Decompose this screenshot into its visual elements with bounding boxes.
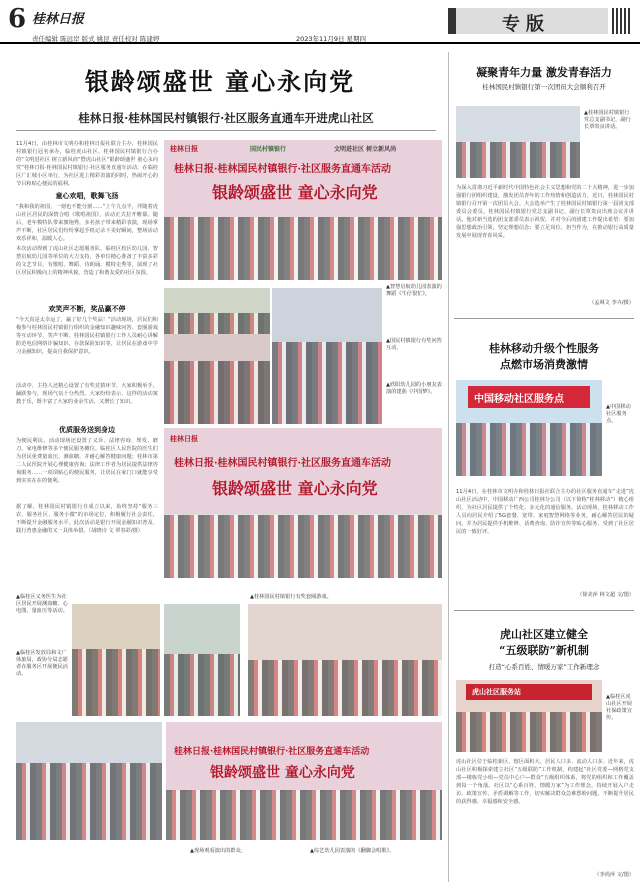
- crowd-figure: [456, 423, 602, 476]
- photo-kids-show: [272, 288, 382, 424]
- photo-caption: ▲欣阳幼儿园的小朋友表演的建曲《中国梦》。: [386, 382, 442, 395]
- photo-caption: ▲临桂区义务医生为社区居民开展测血糖、心电图、量血压等活动。: [16, 594, 68, 614]
- photo-health-check: [72, 604, 160, 716]
- event-banner: [166, 722, 442, 792]
- article-paragraph: “今天真是太幸运了，赢了好几个奖品！”活动现场，居民们积极参与桂林国民村镇银行组织的金融知识趣味问答、套圈游戏等互动环节，笑声不断。桂林国民村镇银行工作人员耐心讲解防范电信网络诈骗知识、存款保险知识等，让居民在游戏中学习金融知识，提高自我保护意识。: [16, 317, 158, 355]
- article-1-byline: （孟飒文 李卉/摄）: [589, 300, 634, 306]
- photo-caption: ▲中国移动社区服务点。: [606, 404, 631, 424]
- article-1-title: 凝聚青年力量 激发青春活力: [476, 66, 612, 79]
- banner-theme: 银龄颂盛世 童心永向党: [210, 765, 355, 781]
- crowd-figure: [272, 342, 382, 424]
- photo-spectators: [16, 722, 162, 840]
- crowd-figure: [164, 313, 270, 334]
- speaker-figure: [456, 142, 580, 178]
- issue-date: 2023年11月9日 星期四: [296, 35, 367, 43]
- event-banner: [164, 140, 442, 218]
- article-1-body: 为深入贯彻习近平新时代中国特色社会主义思想和党的二十大精神，进一步加强银行团组织建设，激发团员青年的工作热情和创造活力，近日，桂林国民村镇银行召开第一次团员大会。大会选举产生了桂林国民村镇银行第一届团支部委员会委员。桂林国民村镇银行党总支副书记、副行长覃贵良出席会议并讲话。他对新当选的团支部委员表示祝贺，并对今后的团建工作提出希望：要加强思想政治引领，坚定理想信念；要立足岗位、担当作为，在推动银行高质量发展中展现青春风采。: [456, 185, 634, 239]
- performers-figure: [164, 515, 442, 578]
- article-3-title: 虎山社区建立健全: [500, 628, 588, 641]
- photo-caption: ▲桂林国民村镇银行有奖套圈游戏。: [250, 594, 332, 600]
- page-number: 6: [8, 4, 27, 34]
- photo-mobile-service: [456, 380, 602, 476]
- article-paragraph: 据了解，桂林国民村镇银行自成立以来，始终坚持“服务三农、服务社区、服务小微”的市场定位，积极履行社会责任，不断提升金融服务水平。此次活动是银行开展金融知识普及、践行普惠金融的又一具体举措。（胡晓诗 文 覃春彩/摄）: [16, 504, 158, 534]
- service-sign: [466, 684, 592, 700]
- banner-event-name: 桂林日报·桂林国民村镇银行·社区服务直通车活动: [174, 164, 391, 175]
- crowd-figure: [16, 763, 162, 840]
- photo-ring-toss: [164, 428, 442, 578]
- newspaper-logo: 桂林日报: [32, 12, 85, 27]
- event-banner: [164, 428, 442, 514]
- crowd-figure: [456, 712, 602, 752]
- main-article-column: [16, 140, 158, 588]
- article-2-title: 桂林移动升级个性服务: [489, 342, 599, 355]
- photo-stage-dance: [164, 140, 442, 280]
- article-2-title-line2: 点燃市场消费激情: [500, 358, 588, 371]
- article-paragraph: 本次活动得到了虎山社区志愿服务队、临桂区校区幼儿园、智慧启航幼儿园等单位的大力支持，各单位精心准备了丰富多彩的文艺节目，有歌唱、舞蹈、诗朗诵、模特走秀等，展现了社区居民积极向上的精神风貌，营造了和谐友爱的社区氛围。: [16, 246, 158, 276]
- article-paragraph: 为便民利民，活动现场还设置了义诊、法律咨询、理发、磨刀、家电维修等多个便民服务摊位。临桂区人民医院的医生们为居民免费量血压、测血糖，并耐心解答健康问题；桂林市第二人民医院开展心理健康咨询；法律工作者为居民提供法律咨询服务……一项项贴心的便民服务，让居民在家门口就能享受到实实在在的便利。: [16, 438, 158, 484]
- photo-caption: ▲现场观看演出的群众。: [190, 848, 246, 854]
- article-paragraph: 活动中，主持人还精心设置了有奖竞猜环节，大家积极举手，踊跃参与，现场气氛十分热烈。大家纷纷表示，这样的活动寓教于乐，既丰富了大家的业余生活，又增长了知识。: [16, 383, 158, 405]
- divider: [454, 318, 634, 319]
- photo-caption: ▲国民村镇银行有奖问答互动。: [386, 338, 442, 351]
- banner-slogan: 文明进社区 树立新风尚: [334, 146, 397, 153]
- photo-caption: ▲临桂区虎山社区开展社保政策宣传。: [606, 694, 632, 721]
- article-2-byline: （徐美萍 林文超 文/图）: [577, 592, 634, 598]
- banner-brand: 桂林日报: [170, 144, 198, 153]
- photo-doctor: [164, 604, 240, 716]
- banner-theme: 银龄颂盛世 童心永向党: [212, 183, 378, 202]
- column-divider: [448, 52, 449, 882]
- crowd-figure: [72, 649, 160, 716]
- section-label: [448, 8, 608, 34]
- photo-caption: ▲综艺幼儿园表演的《翻脚会唱歌》。: [310, 848, 395, 854]
- photo-community-service: [456, 680, 602, 752]
- editors-line: 责任编辑 陈远岸 版式 姚昆 责任校对 陈建婷: [32, 35, 160, 43]
- section-stripe-decoration: [612, 8, 632, 34]
- photo-caption: ▲临桂区发放局和文广体旅局，政协分局志愿者在服务区开展便民活动。: [16, 650, 68, 677]
- crowd-figure: [164, 654, 240, 716]
- photo-caption: ▲桂林国民村镇银行党总支副书记、副行长覃贵良讲话。: [584, 110, 631, 130]
- banner-brand: 桂林日报: [170, 434, 198, 443]
- photo-service-booths: [248, 604, 442, 716]
- service-sign-text: 中国移动社区服务点: [474, 394, 564, 405]
- crowd-figure: [248, 660, 442, 716]
- service-sign: [468, 386, 590, 408]
- banner-event-name: 桂林日报·桂林国民村镇银行·社区服务直通车活动: [174, 747, 370, 757]
- section-label-text: 专版: [502, 14, 550, 35]
- performers-figure: [166, 790, 442, 840]
- divider: [454, 610, 634, 611]
- article-subhead-1: 童心欢唱，歌舞飞扬: [55, 192, 119, 200]
- article-3-body: 虎山社区位于临桂新区，辖区面积大、居民人口多、流动人口多。近年来，虎山社区积极探索建立社区“五级联防”工作机制，构建起“社区党委—网格党支部—楼栋党小组—党员中心户—群众”五级组织体系，将党的组织和工作覆盖到每一个角落。社区以“心系百姓、情暖万家”为工作理念，持续开展入户走访、政策宣传、矛盾调解等工作，切实解决群众急难愁盼问题，不断提升居民的获得感、幸福感和安全感。: [456, 759, 634, 805]
- photo-youth-meeting: [456, 106, 580, 178]
- divider: [16, 130, 436, 131]
- photo-caption: ▲智慧启航幼儿园表演的舞蹈《牛仔很忙》。: [386, 284, 442, 297]
- article-paragraph: “我和我的祖国，一刻也不能分割……”上午九点半，伴随着虎山社区居民的深情合唱《歌唱祖国》，活动正式拉开帷幕。随后，老年模特队带来旗袍秀，多名孩子带来精彩表演，现场掌声不断，社区居民们纷纷拿起手机记录下美好瞬间，整场活动欢乐祥和，温暖人心。: [16, 204, 158, 242]
- article-subhead-3: 优质服务送到身边: [59, 426, 115, 434]
- article-subhead-2: 欢笑声不断，奖品赢不停: [48, 305, 126, 313]
- article-3-subtitle: 打造“心系百姓、情暖万家”工作新理念: [488, 663, 600, 671]
- performers-figure: [164, 217, 442, 280]
- article-2-body: 11月4日，在桂林市文明办和桂林日报社联合主办的社区服务直通车“走进”虎山社区活动中，中国移动广西公司桂林分公司（以下简称“桂林移动”）精心组织，为社区居民提供了个性化、多元化的通信服务。活动现场，桂林移动工作人员向居民介绍了5G套餐、宽带、家庭智慧网络等业务，耐心解答居民的疑问，并为居民提供手机维修、话费查询、防诈宣传等贴心服务，受到了社区居民的一致好评。: [456, 489, 634, 535]
- article-1-subtitle: 桂林国民村镇银行第一次团员大会顺利召开: [482, 83, 606, 91]
- article-lead: 11月4日，由桂林市文明办和桂林日报社联合主办，桂林国民村镇银行冠名承办，临桂虎山社区、桂林国民村镇银行合办的“文明进社区 树立新风尚”暨虎山社区“银龄颂盛世 童心永向党”桂林日报·桂林国民村镇银行·社区服务直通车活动，在临桂区广汇城小区举行，为社区进上精彩表演的同时，热闹开心的节目和贴心便民的福利。: [16, 141, 158, 187]
- banner-bank: 国民村镇银行: [250, 146, 287, 153]
- article-3-byline: （李尚萍 文/图）: [594, 872, 634, 878]
- main-subheadline: 桂林日报·桂林国民村镇银行·社区服务直通车开进虎山社区: [78, 111, 374, 125]
- photo-audience: [164, 334, 270, 424]
- article-3-title-line2: “五级联防”新机制: [499, 644, 589, 657]
- main-headline: 银龄颂盛世 童心永向党: [84, 68, 356, 96]
- photo-quiz: [164, 288, 270, 334]
- crowd-figure: [164, 361, 270, 424]
- banner-event-name: 桂林日报·桂林国民村镇银行·社区服务直通车活动: [174, 458, 391, 469]
- service-sign-text: 虎山社区服务站: [472, 687, 521, 696]
- photo-kids-singing: [166, 722, 442, 840]
- banner-theme: 银龄颂盛世 童心永向党: [212, 479, 378, 498]
